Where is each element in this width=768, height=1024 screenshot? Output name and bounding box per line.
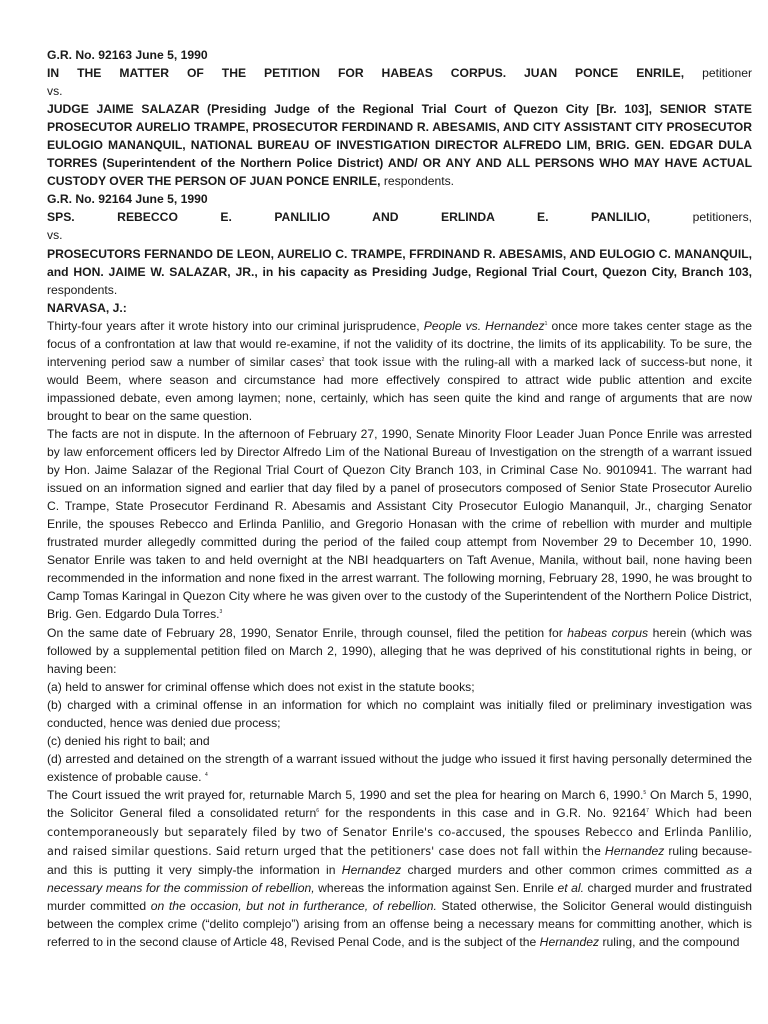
case1-vs: vs.	[47, 84, 63, 99]
footnote-ref-2[interactable]: 2	[321, 356, 325, 363]
ponente: NARVASA, J.:	[47, 300, 127, 315]
opinion-paragraph-2: The facts are not in dispute. In the afternoon of February 27, 1990, Senate Minority Floor Leader Juan Ponce Enrile was arrested by law enforcement officers led by Director Alfredo Lim of the National Bureau of Investigation on the strength of a warrant issued by Hon. Jaime Salazar of the Regional Trial Court of Quezon City Branch 103, in Criminal Case No. 9010941. The warrant had issued on an information signed and earlier that day filed by a panel of prosecutors composed of Senior State Prosecutor Aurelio C. Trampe, State Prosecutor Ferdinand R. Abesamis and Assistant City Prosecutor Eulogio Mananquil, Jr., charging Senator Enrile, the spouses Rebecco and Erlinda Panlilio, and Gregorio Honasan with the crime of rebellion with murder and multiple frustrated murder allegedly committed during the period of the failed coup attempt from November 29 to December 10, 1990. Senator Enrile was taken to and held overnight at the NBI headquarters on Taft Avenue, Manila, without bail, none having been recommended in the information and none fixed in the arrest warrant. The following morning, February 28, 1990, he was brought to Camp Tomas Karingal in Quezon City where he was given over to the custody of the Superintendent of the Northern Police District, Brig. Gen. Edgardo Dula Torres.$^3$	[47, 426, 752, 622]
footnote-ref-5[interactable]: 5	[643, 789, 647, 796]
footnote-ref-3[interactable]: 3	[219, 609, 223, 616]
case1-matter: IN THE MATTER OF THE PETITION FOR HABEAS CORPUS. JUAN PONCE ENRILE, petitioner	[47, 66, 753, 81]
opinion-paragraph-1: Thirty-four years after it wrote history into our criminal jurisprudence, People vs. Hernandez$^1$ once more takes center stage as the focus of a confrontation at law that would re-examine, if not the validity of its doctrine, the limits of its applicability. To be sure, the intervening period saw a number of similar cases$^2$ that took issue with the ruling-all with a marked lack of success-but none, it would Beem, where season and circumstance had more effectively conspired to attract wide public attention and excite impassioned debate, even among laymen; none, certainly, which has seen quite the kind and range of arguments that are now brought to bear on the same question.	[47, 318, 753, 423]
case2-respondents: PROSECUTORS FERNANDO DE LEON, AURELIO C. TRAMPE, FFRDINAND R. ABESAMIS, AND EULOGIO C. MANANQUIL, and HON. JAIME W. SALAZAR, JR., in his capacity as Presiding Judge, Regional Trial Court, Quezon City, Branch 103, respondents.	[47, 246, 752, 297]
opinion-paragraph-4: The Court issued the writ prayed for, returnable March 5, 1990 and set the plea for hearing on March 6, 1990.$^5$ On March 5, 1990, the Solicitor General filed a consolidated return$^6$ for the respondents in this case and in G.R. No. 92164$^7$ Which had been contemporaneously but separately filed by two of Senator Enrile's co-accused, the spouses Rebecco and Erlinda Panlilio, and raised similar questions. Said return urged that the petitioners' case does not fall within the Hernandez ruling because-and this is putting it very simply-the information in Hernandez charged murders and other common crimes committed as a necessary means for the commission of rebellion, whereas the information against Sen. Enrile et al. charged murder and frustrated murder committed on the occasion, but not in furtherance, of rebellion. Stated otherwise, the Solicitor General would distinguish between the complex crime (“delito complejo”) arising from an offense being a necessary means for committing another, which is referred to in the second clause of Article 48, Revised Penal Code, and is the subject of the Hernandez ruling, and the compound	[47, 787, 753, 950]
case2-vs: vs.	[47, 228, 63, 243]
list-item-d: (d) arrested and detained on the strength of a warrant issued without the judge who issued it first having personally determined the existence of probable cause. $^4$	[47, 751, 752, 784]
case2-petitioners: SPS. REBECCO E. PANLILIO AND ERLINDA E. PANLILIO, petitioners,	[47, 210, 753, 225]
list-item-a: (a) held to answer for criminal offense which does not exist in the statute books;	[47, 679, 475, 694]
case1-respondents: JUDGE JAIME SALAZAR (Presiding Judge of the Regional Trial Court of Quezon City [Br. 103], SENIOR STATE PROSECUTOR AURELIO TRAMPE, PROSECUTOR FERDINAND R. ABESAMIS, AND CITY ASSISTANT CITY PROSECUTOR EULOGIO MANANQUIL, NATIONAL BUREAU OF INVESTIGATION DIRECTOR ALFREDO LIM, BRIG. GEN. EDGAR DULA TORRES (Superintendent of the Northern Police District) AND/ OR ANY AND ALL PERSONS WHO MAY HAVE ACTUAL CUSTODY OVER THE PERSON OF JUAN PONCE ENRILE, respondents.	[47, 102, 752, 189]
list-item-c: (c) denied his right to bail; and	[47, 733, 210, 748]
footnote-ref-1[interactable]: 1	[544, 320, 548, 327]
case-citation: People vs. Hernandez	[423, 318, 545, 333]
footnote-ref-7[interactable]: 7	[646, 807, 649, 814]
opinion-paragraph-3: On the same date of February 28, 1990, Senator Enrile, through counsel, filed the petition for habeas corpus herein (which was followed by a supplemental petition filed on March 2, 1990), alleging that he was deprived of his constitutional rights in being, or having been:	[47, 625, 752, 676]
case1-gr-number: G.R. No. 92163 June 5, 1990	[47, 48, 208, 62]
footnote-ref-6[interactable]: 6	[316, 807, 319, 814]
case2-gr-number: G.R. No. 92164 June 5, 1990	[47, 192, 208, 207]
list-item-b: (b) charged with a criminal offense in an information for which no complaint was initially filed or preliminary investigation was conducted, hence was denied due process;	[47, 697, 752, 730]
footnote-ref-4[interactable]: 4	[204, 771, 208, 778]
